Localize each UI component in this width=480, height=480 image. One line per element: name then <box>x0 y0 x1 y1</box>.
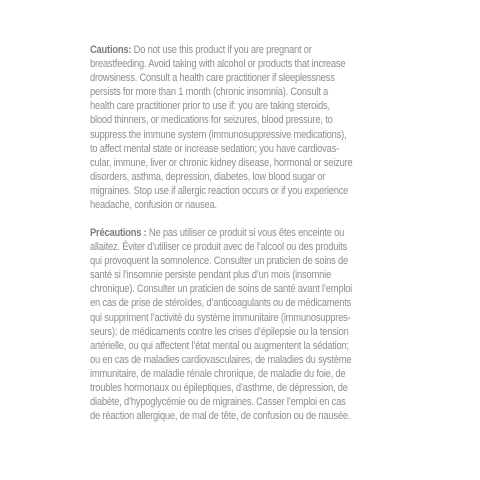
cautions-english-line: persists for more than 1 month (chronic insomnia). Consult a <box>90 86 329 99</box>
cautions-english-line: breastfeeding. Avoid taking with alcohol or products that increase <box>90 58 346 71</box>
cautions-english-line: to affect mental state or increase sedation; you have cardiovas- <box>90 142 339 155</box>
cautions-english-heading: Cautions: <box>90 44 132 56</box>
cautions-english-line: disorders, asthma, depression, diabetes, low blood sugar or <box>90 170 326 183</box>
cautions-french-line: qui provoquent la somnolence. Consulter un praticien de soins de <box>90 255 349 268</box>
cautions-english-line <box>90 43 390 57</box>
cautions-french-text: Ne pas utiliser ce produit si vous êtes enceinte ou <box>146 227 345 239</box>
cautions-french-line <box>90 226 390 240</box>
cautions-french-line: chronique). Consulter un praticien de soins de santé avant l’emploi <box>90 283 353 296</box>
cautions-english-text: Do not use this product if you are pregnant or <box>131 44 312 56</box>
cautions-french-line: de réaction allergique, de mal de tête, de confusion ou de nausée. <box>90 410 351 423</box>
cautions-french-line: allaitez. Éviter d’utiliser ce produit avec de l’alcool ou des produits <box>90 241 348 254</box>
cautions-french-line: artérielle, ou qui affectent l’état mental ou augmentent la sédation; <box>90 339 349 352</box>
cautions-french-line: qui suppriment l’activité du système immunitaire (immunosuppres- <box>90 311 351 324</box>
cautions-french-paragraph <box>90 226 390 423</box>
cautions-french-line: seurs); de médicaments contre les crises d’épilepsie ou la tension <box>90 325 349 338</box>
cautions-english-line: migraines. Stop use if allergic reaction occurs or if you experience <box>90 184 349 197</box>
cautions-english-line: cular, immune, liver or chronic kidney disease, hormonal or seizure <box>90 156 353 169</box>
cautions-french-line: immunitaire, de maladie rénale chronique, de maladie du foie, de <box>90 367 346 380</box>
cautions-french-line: santé si l’insomnie persiste pendant plus d’un mois (insomnie <box>90 269 331 282</box>
cautions-english-line: suppress the immune system (immunosuppressive medications), <box>90 128 347 141</box>
cautions-french-line: en cas de prise de stéroïdes, d’anticoagulants ou de médicaments <box>90 297 352 310</box>
cautions-english-line: drowsiness. Consult a health care practitioner if sleeplessness <box>90 72 335 85</box>
cautions-french-line: ou en cas de maladies cardiovasculaires, de maladies du système <box>90 353 352 366</box>
cautions-french-line: diabète, d’hypoglycémie ou de migraines. Casser l’emploi en cas <box>90 396 346 409</box>
cautions-english-line: headache, confusion or nausea. <box>90 199 217 212</box>
cautions-french-heading: Précautions : <box>90 227 147 239</box>
cautions-english-paragraph <box>90 43 390 212</box>
cautions-english-line: blood thinners, or medications for seizures, blood pressure, to <box>90 114 333 127</box>
cautions-english-line: health care practitioner prior to use if: you are taking steroids, <box>90 100 330 113</box>
cautions-french-line: troubles hormonaux ou épileptiques, d’asthme, de dépression, de <box>90 382 348 395</box>
